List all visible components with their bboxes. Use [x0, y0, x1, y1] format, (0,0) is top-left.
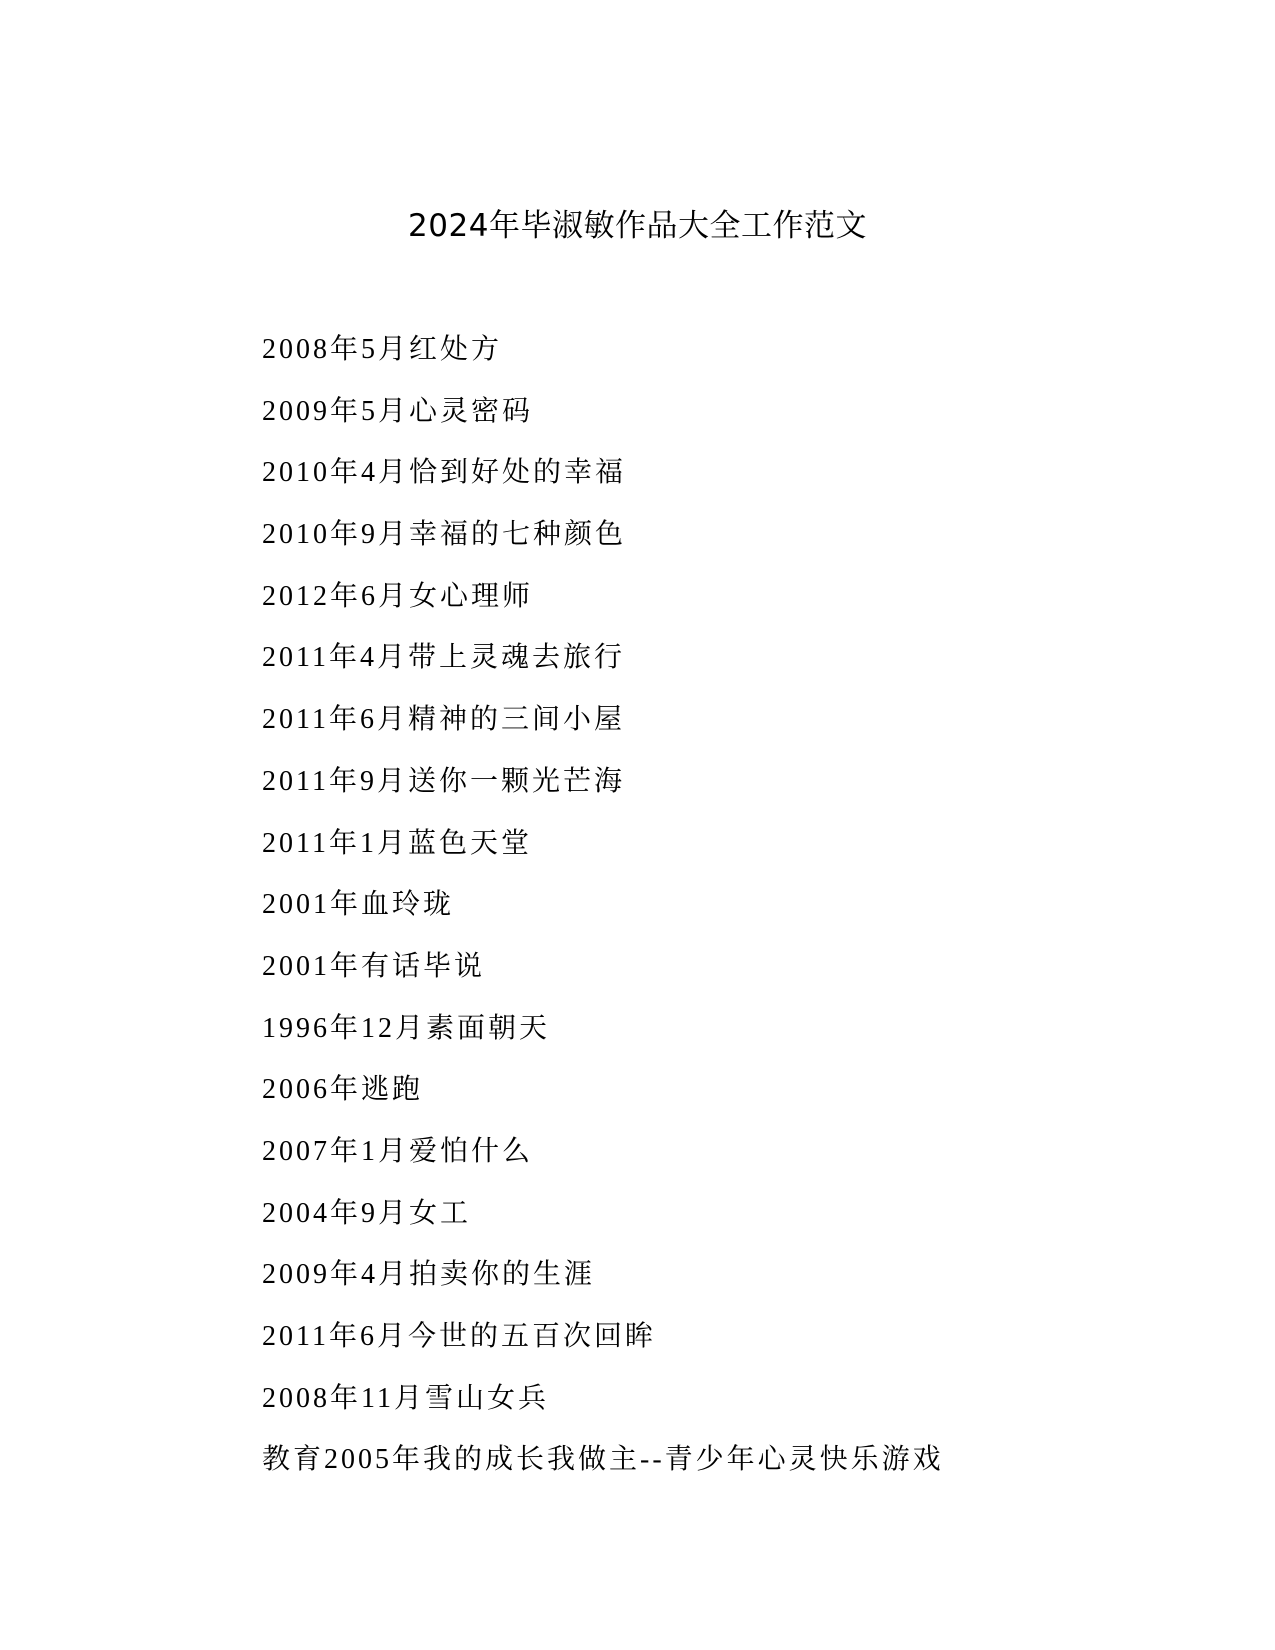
list-item: 2011年1月蓝色天堂: [262, 827, 532, 859]
list-item: 2011年9月送你一颗光芒海: [262, 765, 625, 797]
list-item: 2007年1月爱怕什么: [262, 1135, 534, 1167]
list-item: 2001年血玲珑: [262, 889, 455, 921]
list-item: 2010年4月恰到好处的幸福: [262, 457, 627, 489]
list-item: 2011年6月今世的五百次回眸: [262, 1321, 656, 1352]
list-item: 2006年逃跑: [262, 1074, 424, 1106]
list-item: 2012年6月女心理师: [262, 580, 534, 612]
list-item: 2010年9月幸福的七种颜色: [262, 519, 627, 551]
list-item: 2009年4月拍卖你的生涯: [262, 1259, 596, 1291]
list-item: 2011年6月精神的三间小屋: [262, 704, 625, 736]
list-item: 2011年4月带上灵魂去旅行: [262, 642, 625, 674]
list-item: 2008年5月红处方: [262, 334, 503, 365]
list-item: 教育2005年我的成长我做主--青少年心灵快乐游戏: [262, 1444, 944, 1476]
list-item: 2009年5月心灵密码: [262, 395, 534, 427]
document-title: 2024年毕淑敏作品大全工作范文: [408, 208, 867, 244]
list-item: 1996年12月素面朝天: [262, 1012, 551, 1044]
works-list: [262, 330, 944, 1502]
list-item: 2001年有话毕说: [262, 950, 486, 982]
list-item: 2008年11月雪山女兵: [262, 1382, 549, 1414]
list-item: 2004年9月女工: [262, 1197, 472, 1229]
